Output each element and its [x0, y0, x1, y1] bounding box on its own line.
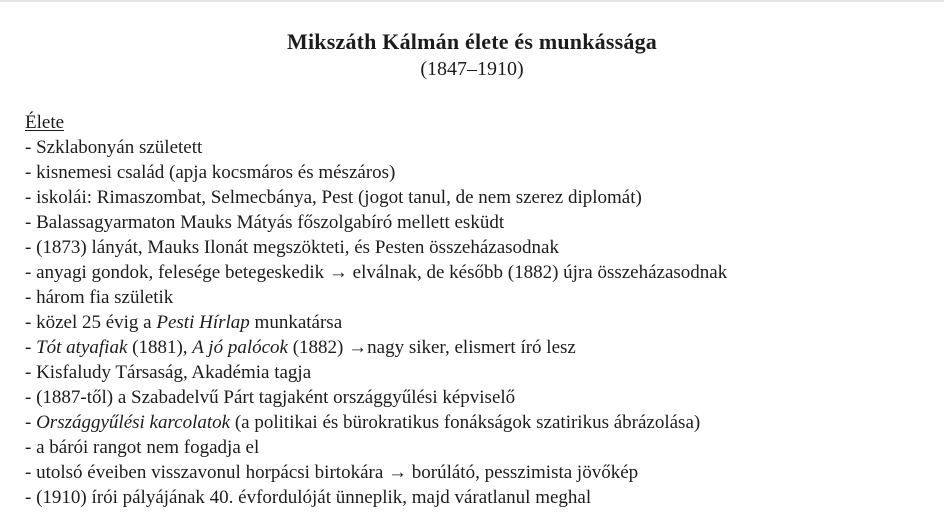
list-item: [25, 310, 924, 335]
text-segment: - Kisfaludy Társaság, Akadémia tagja: [25, 362, 312, 383]
text-segment: -: [25, 337, 37, 358]
text-segment: - kisnemesi család (apja kocsmáros és mészáros): [25, 162, 396, 183]
list-item: [25, 285, 924, 310]
work-title-italic: Országgyűlési karcolatok: [36, 412, 231, 433]
list-item: [25, 435, 924, 460]
life-facts-list: [25, 135, 924, 510]
document-title: Mikszáth Kálmán élete és munkássága: [287, 29, 657, 54]
document-subtitle: (1847–1910): [420, 58, 524, 80]
text-segment: - (1910) írói pályájának 40. évfordulóját ünneplik, majd váratlanul meghal: [25, 487, 592, 508]
list-item: [25, 260, 924, 285]
text-segment: - (1887-től) a Szabadelvű Párt tagjaként országgyűlési képviselő: [25, 387, 516, 408]
list-item: [25, 460, 924, 485]
section-heading-elete: Élete: [25, 112, 65, 133]
list-item: [25, 410, 924, 435]
list-item: [25, 235, 924, 260]
list-item: [25, 135, 924, 160]
text-segment: - Szklabonyán született: [25, 137, 203, 158]
work-title-italic: A jó palócok: [192, 337, 288, 358]
text-segment: munkatársa: [249, 312, 343, 333]
text-segment: -: [25, 412, 37, 433]
document-body: [0, 110, 944, 510]
list-item: [25, 360, 924, 385]
text-segment: - három fia születik: [25, 287, 174, 308]
work-title-italic: Tót atyafiak: [36, 337, 128, 358]
text-segment: - utolsó éveiben visszavonul horpácsi birtokára → borúlátó, pesszimista jövőkép: [25, 462, 639, 483]
list-item: [25, 210, 924, 235]
list-item: [25, 485, 924, 510]
text-segment: - közel 25 évig a: [25, 312, 157, 333]
work-title-italic: Pesti Hírlap: [156, 312, 250, 333]
text-segment: - a bárói rangot nem fogadja el: [25, 437, 260, 458]
text-segment: (1881),: [127, 337, 193, 358]
text-segment: (a politikai és bürokratikus fonákságok szatirikus ábrázolása): [230, 412, 701, 433]
list-item: [25, 335, 924, 360]
text-segment: (1882) →nagy siker, elismert író lesz: [287, 337, 576, 358]
list-item: [25, 185, 924, 210]
list-item: [25, 160, 924, 185]
text-segment: - (1873) lányát, Mauks Ilonát megszökteti, és Pesten összeházasodnak: [25, 237, 559, 258]
text-segment: - iskolái: Rimaszombat, Selmecbánya, Pest (jogot tanul, de nem szerez diplomát): [25, 187, 642, 208]
text-segment: - Balassagyarmaton Mauks Mátyás főszolgabíró mellett esküdt: [25, 212, 505, 233]
list-item: [25, 385, 924, 410]
text-segment: - anyagi gondok, felesége betegeskedik → elválnak, de később (1882) újra összeházasodnak: [25, 262, 728, 283]
